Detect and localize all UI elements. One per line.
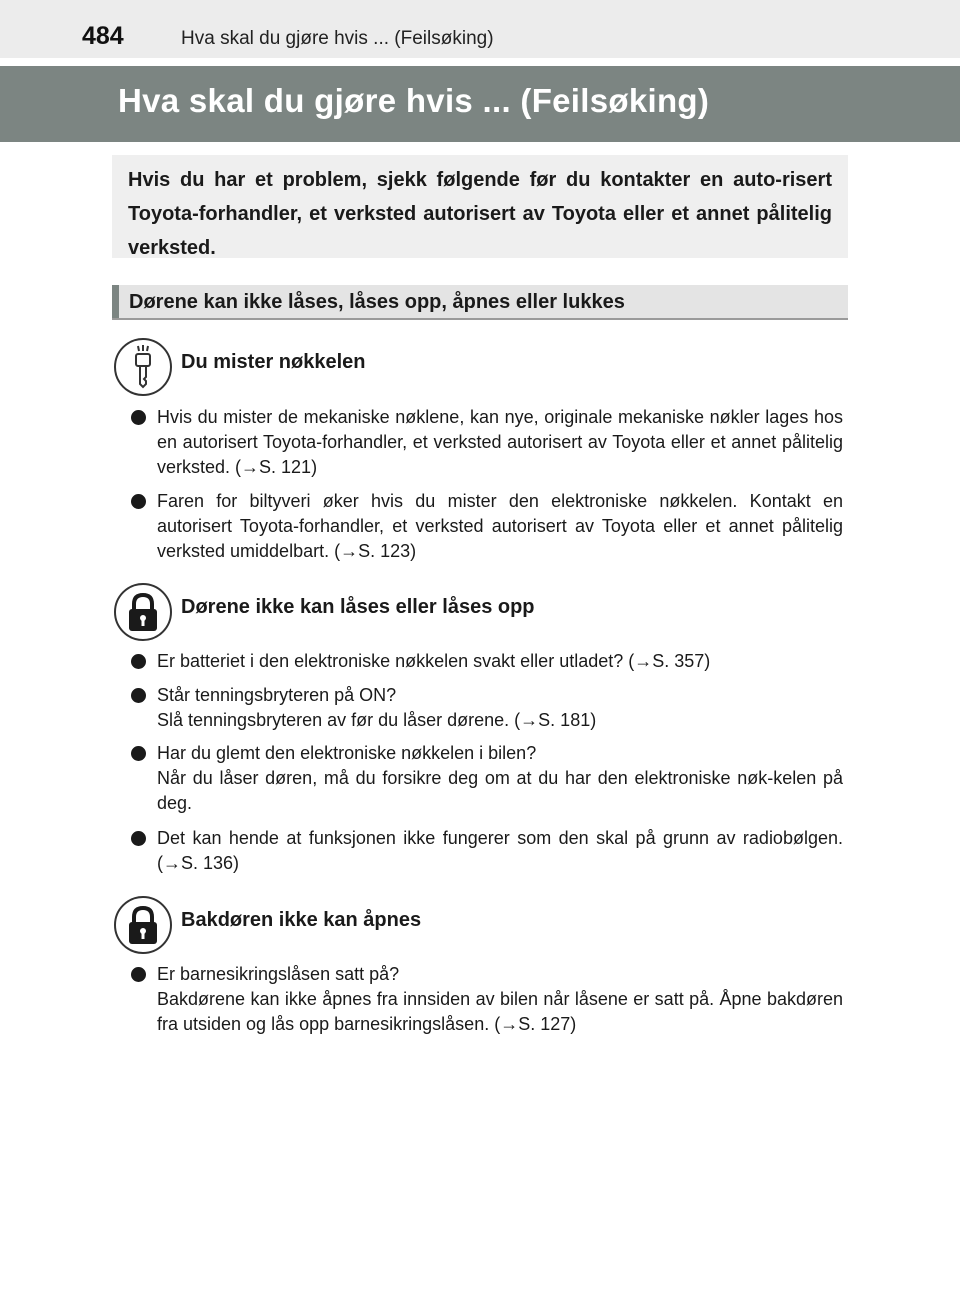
list-item-text: Faren for biltyveri øker hvis du mister den elektroniske nøkkelen. Kontakt en autorisert Toyota-forhandler, et verksted autorisert av Toyota eller et annet pålitelig verksted umiddelbart. (→S. 123) — [157, 491, 843, 561]
section-heading-bar — [112, 285, 119, 318]
title-band — [0, 66, 960, 142]
page-header-bar — [0, 0, 960, 58]
list-item — [131, 649, 843, 674]
page-number: 484 — [82, 22, 124, 50]
list-item-text: Bakdørene kan ikke åpnes fra innsiden av bilen når låsene er satt på. Åpne bakdøren fra utsiden og lås opp barnesikringslåsen. (→S. 127) — [157, 989, 843, 1034]
list-item-text: Står tenningsbryteren på ON? — [157, 685, 397, 705]
list-item-text: Er barnesikringslåsen satt på? — [157, 964, 400, 984]
list-item — [131, 826, 843, 876]
key-icon — [114, 338, 172, 396]
list-item-text: Har du glemt den elektroniske nøkkelen i bilen? — [157, 743, 537, 763]
section-heading — [112, 285, 848, 320]
bullet-dot — [131, 410, 146, 425]
page-title: Hva skal du gjøre hvis ... (Feilsøking) — [118, 82, 710, 119]
lock-icon — [114, 583, 172, 641]
bullet-dot — [131, 654, 146, 669]
list-item — [131, 962, 843, 1037]
list-item — [131, 489, 843, 564]
running-title: Hva skal du gjøre hvis ... (Feilsøking) — [181, 28, 494, 49]
list-item-text: Når du låser døren, må du forsikre deg om at du har den elektroniske nøk-kelen på deg. — [157, 768, 843, 813]
list-item-text: Det kan hende at funksjonen ikke fungerer som den skal på grunn av radiobølgen. (→S. 136) — [157, 828, 843, 873]
bullet-dot — [131, 688, 146, 703]
bullet-dot — [131, 831, 146, 846]
section-heading-text: Dørene kan ikke låses, låses opp, åpnes eller lukkes — [129, 291, 625, 313]
intro-box: Hvis du har et problem, sjekk følgende før du kontakter en auto-risert Toyota-forhandler, et verksted autorisert av Toyota eller et annet pålitelig verksted. — [112, 155, 848, 258]
bullet-dot — [131, 494, 146, 509]
subsection-title-tailgate: Bakdøren ikke kan åpnes — [181, 909, 422, 931]
bullet-dot — [131, 746, 146, 761]
list-item-text: Er batteriet i den elektroniske nøkkelen svakt eller utladet? (→S. 357) — [157, 651, 711, 671]
lock-icon — [114, 896, 172, 954]
list-item — [131, 741, 843, 816]
subsection-title-key: Du mister nøkkelen — [181, 351, 366, 373]
bullet-dot — [131, 967, 146, 982]
list-item-text: Slå tenningsbryteren av før du låser dørene. (→S. 181) — [157, 710, 597, 730]
list-item-text: Hvis du mister de mekaniske nøklene, kan nye, originale mekaniske nøkler lages hos en autorisert Toyota-forhandler, et verksted autorisert av Toyota eller et annet pålitelig verksted. (→S. 121) — [157, 407, 843, 477]
list-item — [131, 405, 843, 480]
list-item — [131, 683, 843, 733]
subsection-title-lock: Dørene ikke kan låses eller låses opp — [181, 596, 535, 618]
